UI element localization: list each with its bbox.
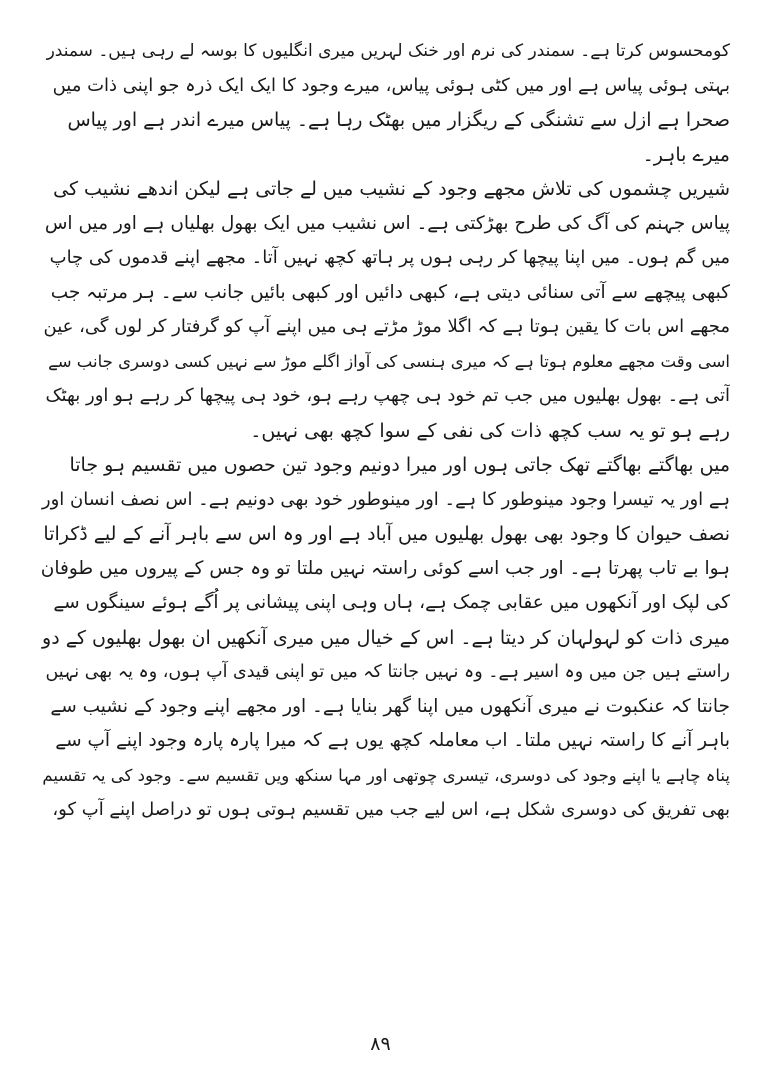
text-line: میرے باہر۔ bbox=[642, 143, 730, 166]
text-line: بہتی ہوئی پیاس ہے اور میں کٹی ہوئی پیاس، میرے وجود کا ایک ایک ذرہ جو اپنی ذات میں bbox=[52, 74, 730, 96]
text-line: باہر آنے کا راستہ نہیں ملتا۔ اب معاملہ کچھ یوں ہے کہ میرا پارہ پارہ وجود اپنے آپ سے bbox=[55, 730, 730, 751]
text-line: کبھی پیچھے سے آتی سنائی دیتی ہے، کبھی دائیں اور کبھی بائیں جانب سے۔ ہر مرتبہ جب bbox=[50, 281, 730, 303]
text-line: میری ذات کو لہولہان کر دیتا ہے۔ اس کے خیال میں میری آنکھیں ان بھول بھلیوں کے دو bbox=[42, 626, 730, 649]
page-number: ۸۹ bbox=[370, 1033, 391, 1055]
text-line: مجھے اس بات کا یقین ہوتا ہے کہ اگلا موڑ مڑتے ہی میں اپنے آپ کو گرفتار کر لوں گی، عین bbox=[43, 316, 730, 337]
text-line: اسی وقت مجھے معلوم ہوتا ہے کہ میری ہنسی کی آواز اگلے موڑ سے نہیں کسی دوسری جانب سے bbox=[48, 351, 730, 371]
text-line: میں گم ہوں۔ میں اپنا پیچھا کر رہی ہوں پر ہاتھ کچھ نہیں آتا۔ مجھے اپنے قدموں کی چاپ bbox=[49, 247, 730, 268]
text-line: کی لپک اور آنکھوں میں عقابی چمک ہے، ہاں وہی اپنی پیشانی پر اُگے ہوئے سینگوں سے bbox=[53, 592, 730, 613]
text-line: ہے اور یہ تیسرا وجود مینوطور کا ہے۔ اور مینوطور خود بھی دونیم ہے۔ اس نصف انسان اور bbox=[41, 488, 730, 510]
text-line: کومحسوس کرتا ہے۔ سمندر کی نرم اور خنک لہریں میری انگلیوں کا بوسہ لے رہی ہیں۔ سمندر bbox=[46, 41, 730, 61]
text-line: شیریں چشموں کی تلاش مجھے وجود کے نشیب میں لے جاتی ہے لیکن اندھے نشیب کی bbox=[53, 178, 730, 200]
text-line: راستے ہیں جن میں وہ اسیر ہے۔ وہ نہیں جانتا کہ میں تو اپنی قیدی آپ ہوں، وہ یہ بھی نہیں bbox=[45, 662, 730, 682]
text-line: میں بھاگتے بھاگتے تھک جاتی ہوں اور میرا دونیم وجود تین حصوں میں تقسیم ہو جاتا bbox=[69, 454, 730, 476]
text-line: صحرا ہے ازل سے تشنگی کے ریگزار میں بھٹک رہا ہے۔ پیاس میرے اندر ہے اور پیاس bbox=[67, 109, 730, 131]
text-line: آتی ہے۔ بھول بھلیوں میں جب تم خود ہی چھپ رہے ہو، خود ہی پیچھا کر رہے ہو اور بھٹک bbox=[45, 385, 730, 406]
text-line: پیاس جہنم کی آگ کی طرح بھڑکتی ہے۔ اس نشیب میں ایک بھول بھلیاں ہے اور میں اس bbox=[44, 212, 730, 234]
text-line: جانتا کہ عنکبوت نے میری آنکھوں میں اپنا گھر بنایا ہے۔ اور مجھے اپنے وجود کے نشیب سے bbox=[50, 695, 730, 717]
text-line: پناہ چاہے یا اپنے وجود کی دوسری، تیسری چوتھی اور مہا سنکھ ویں تقسیم سے۔ وجود کی یہ تقسیم bbox=[42, 765, 730, 785]
text-line: رہے ہو تو یہ سب کچھ ذات کی نفی کے سوا کچھ بھی نہیں۔ bbox=[250, 419, 730, 442]
page-text bbox=[40, 34, 730, 828]
text-line: ہوا بے تاب پھرتا ہے۔ اور جب اسے کوئی راستہ نہیں ملتا تو وہ جس کے پیروں میں طوفان bbox=[40, 557, 730, 579]
text-line: بھی تفریق کی دوسری شکل ہے، اس لیے جب میں تقسیم ہوتی ہوں تو دراصل اپنے آپ کو، bbox=[52, 799, 730, 820]
text-line: نصف حیوان کا وجود بھی بھول بھلیوں میں آباد ہے اور وہ اس سے باہر آنے کے لیے ڈکراتا bbox=[43, 523, 730, 545]
